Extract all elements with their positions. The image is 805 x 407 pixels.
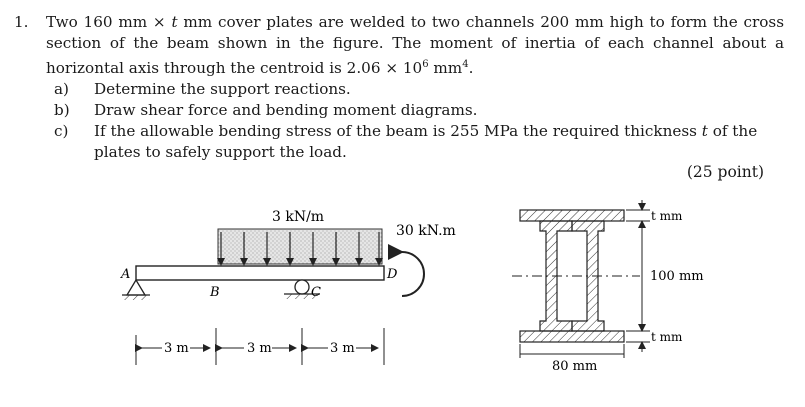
span-label-2: 3 m <box>247 341 272 356</box>
bottom-thickness-label: t mm <box>651 330 683 344</box>
part-a-text: Determine the support reactions. <box>94 80 351 99</box>
cross-section <box>512 200 650 358</box>
label-b: B <box>210 285 220 300</box>
span-label-1: 3 m <box>164 341 189 356</box>
label-d: D <box>387 267 398 282</box>
problem-number: 1. <box>14 13 29 31</box>
distributed-load <box>217 229 383 266</box>
label-a: A <box>121 267 131 282</box>
web-height-label: 100 mm <box>650 269 704 284</box>
load-label: 3 kN/m <box>272 209 325 225</box>
top-thickness-label: t mm <box>651 209 683 223</box>
beam <box>136 266 384 280</box>
part-c: c) If the allowable bending stress of the beam is 255 MPa the required thickness t of the plates to safely support the load. <box>54 122 758 162</box>
problem-stem: Two 160 mm × t mm cover plates are welded to two channels 200 mm high to form the cross section of the beam shown in the figure. The moment of inertia of each channel about a horizontal axis through the centroid is $2.06 \times 10^6$ $mm^4$. <box>46 13 785 78</box>
label-c: C <box>311 285 321 300</box>
part-b-label: b) <box>54 101 70 120</box>
points-label: (25 point) <box>686 163 764 181</box>
pin-support-a <box>122 280 150 300</box>
part-a-label: a) <box>54 80 69 99</box>
moment-label: 30 kN.m <box>396 223 456 239</box>
width-label: 80 mm <box>552 359 598 374</box>
part-b-text: Draw shear force and bending moment diagrams. <box>94 101 478 120</box>
moment-arrow <box>402 252 424 296</box>
part-c-label: c) <box>54 122 69 141</box>
span-label-3: 3 m <box>330 341 355 356</box>
